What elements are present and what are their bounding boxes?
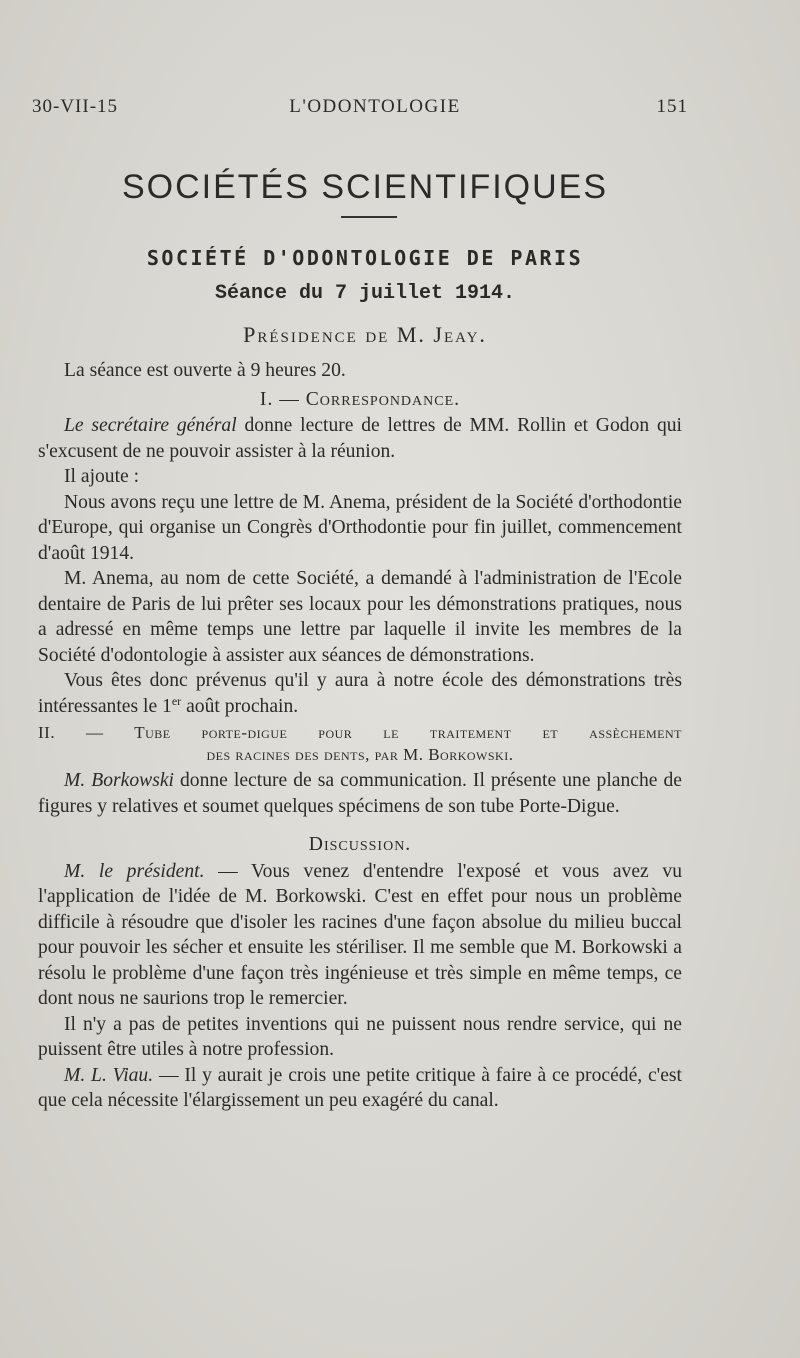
paragraph-anema-letter: Nous avons reçu une lettre de M. Anema, président de la Société d'orthodontie d'Europe, qui organise un Congrès d'Orthodontie pour fin juillet, commencement d'août 1914. xyxy=(38,491,682,564)
society-heading: SOCIÉTÉ D'ODONTOLOGIE DE PARIS xyxy=(146,246,584,270)
paragraph-text: donne lecture de lettres de MM. Rollin et Godon qui s'excusent de ne pouvoir assister à la réunion. xyxy=(38,415,682,462)
paragraph-demonstrations xyxy=(38,668,682,719)
paragraph-adds: Il ajoute : xyxy=(64,466,140,487)
paragraph-text: donne lecture de sa communication. Il présente une planche de figures y relatives et soumet quelques spécimens de son tube Porte-Digue. xyxy=(38,770,682,817)
title-divider xyxy=(341,216,397,218)
speaker-name: Le secrétaire général xyxy=(64,415,237,436)
article-body xyxy=(38,358,682,1114)
session-date: Séance du 7 juillet 1914. xyxy=(214,282,516,305)
running-head-date: 30-VII-15 xyxy=(32,96,119,117)
section-heading-discussion: Discussion. xyxy=(308,834,412,855)
page-title: SOCIÉTÉS SCIENTIFIQUES xyxy=(121,168,609,206)
paragraph-text: août prochain. xyxy=(181,695,299,717)
paragraph-secretary xyxy=(38,413,682,464)
paragraph-text: — Vous venez d'entendre l'exposé et vous avez vu l'application de l'idée de M. Borkowski. C'est en effet pour nous un problème difficile à résoudre que d'isoler les racines d'une façon absolue du milieu buccal pour pouvoir les sécher et ensuite les stériliser. Il me semble que M. Borkowski a résolu le problème d'une façon très ingénieuse et très simple en même temps, ce dont nous ne saurions trop le remercier. xyxy=(38,860,682,1009)
paragraph-inventions: Il n'y a pas de petites inventions qui ne puissent nous rendre service, qui ne puissent être utiles à notre profession. xyxy=(38,1013,682,1060)
paragraph-text: Vous êtes donc prévenus qu'il y aura à notre école des démonstrations très intéressantes le 1 xyxy=(38,670,682,717)
heading-line: des racines des dents, par M. Borkowski. xyxy=(206,745,514,764)
paragraph-viau xyxy=(38,1063,682,1114)
heading-line: II. — Tube porte-digue pour le traitement et assèchement xyxy=(38,723,682,742)
section-heading-correspondence: I. — Correspondance. xyxy=(259,388,461,410)
speaker-name: M. le président. xyxy=(64,860,205,882)
presidency-line: Présidence de M. Jeay. xyxy=(243,322,487,347)
paragraph-text: — Il y aurait je crois une petite critique à faire à ce procédé, c'est que cela nécessite l'élargissement un peu exagéré du canal. xyxy=(38,1064,682,1111)
paragraph-opening: La séance est ouverte à 9 heures 20. xyxy=(64,360,346,381)
paragraph-anema-request: M. Anema, au nom de cette Société, a demandé à l'administration de l'Ecole dentaire de Paris de lui prêter ses locaux pour les démonstrations pratiques, nous a adressé en même temps une lettre par laquelle il invite les membres de la Société d'odontologie à assister aux séances de démonstrations. xyxy=(38,568,682,666)
speaker-name: M. Borkowski xyxy=(64,770,174,791)
speaker-name: M. L. Viau. xyxy=(64,1064,154,1086)
paragraph-borkowski xyxy=(38,768,682,819)
page-number: 151 xyxy=(656,96,688,117)
paragraph-president xyxy=(38,859,682,1012)
running-head-journal: L'ODONTOLOGIE xyxy=(289,96,461,117)
section-heading-tube xyxy=(38,722,682,766)
running-head xyxy=(32,96,688,118)
superscript: er xyxy=(171,693,182,708)
